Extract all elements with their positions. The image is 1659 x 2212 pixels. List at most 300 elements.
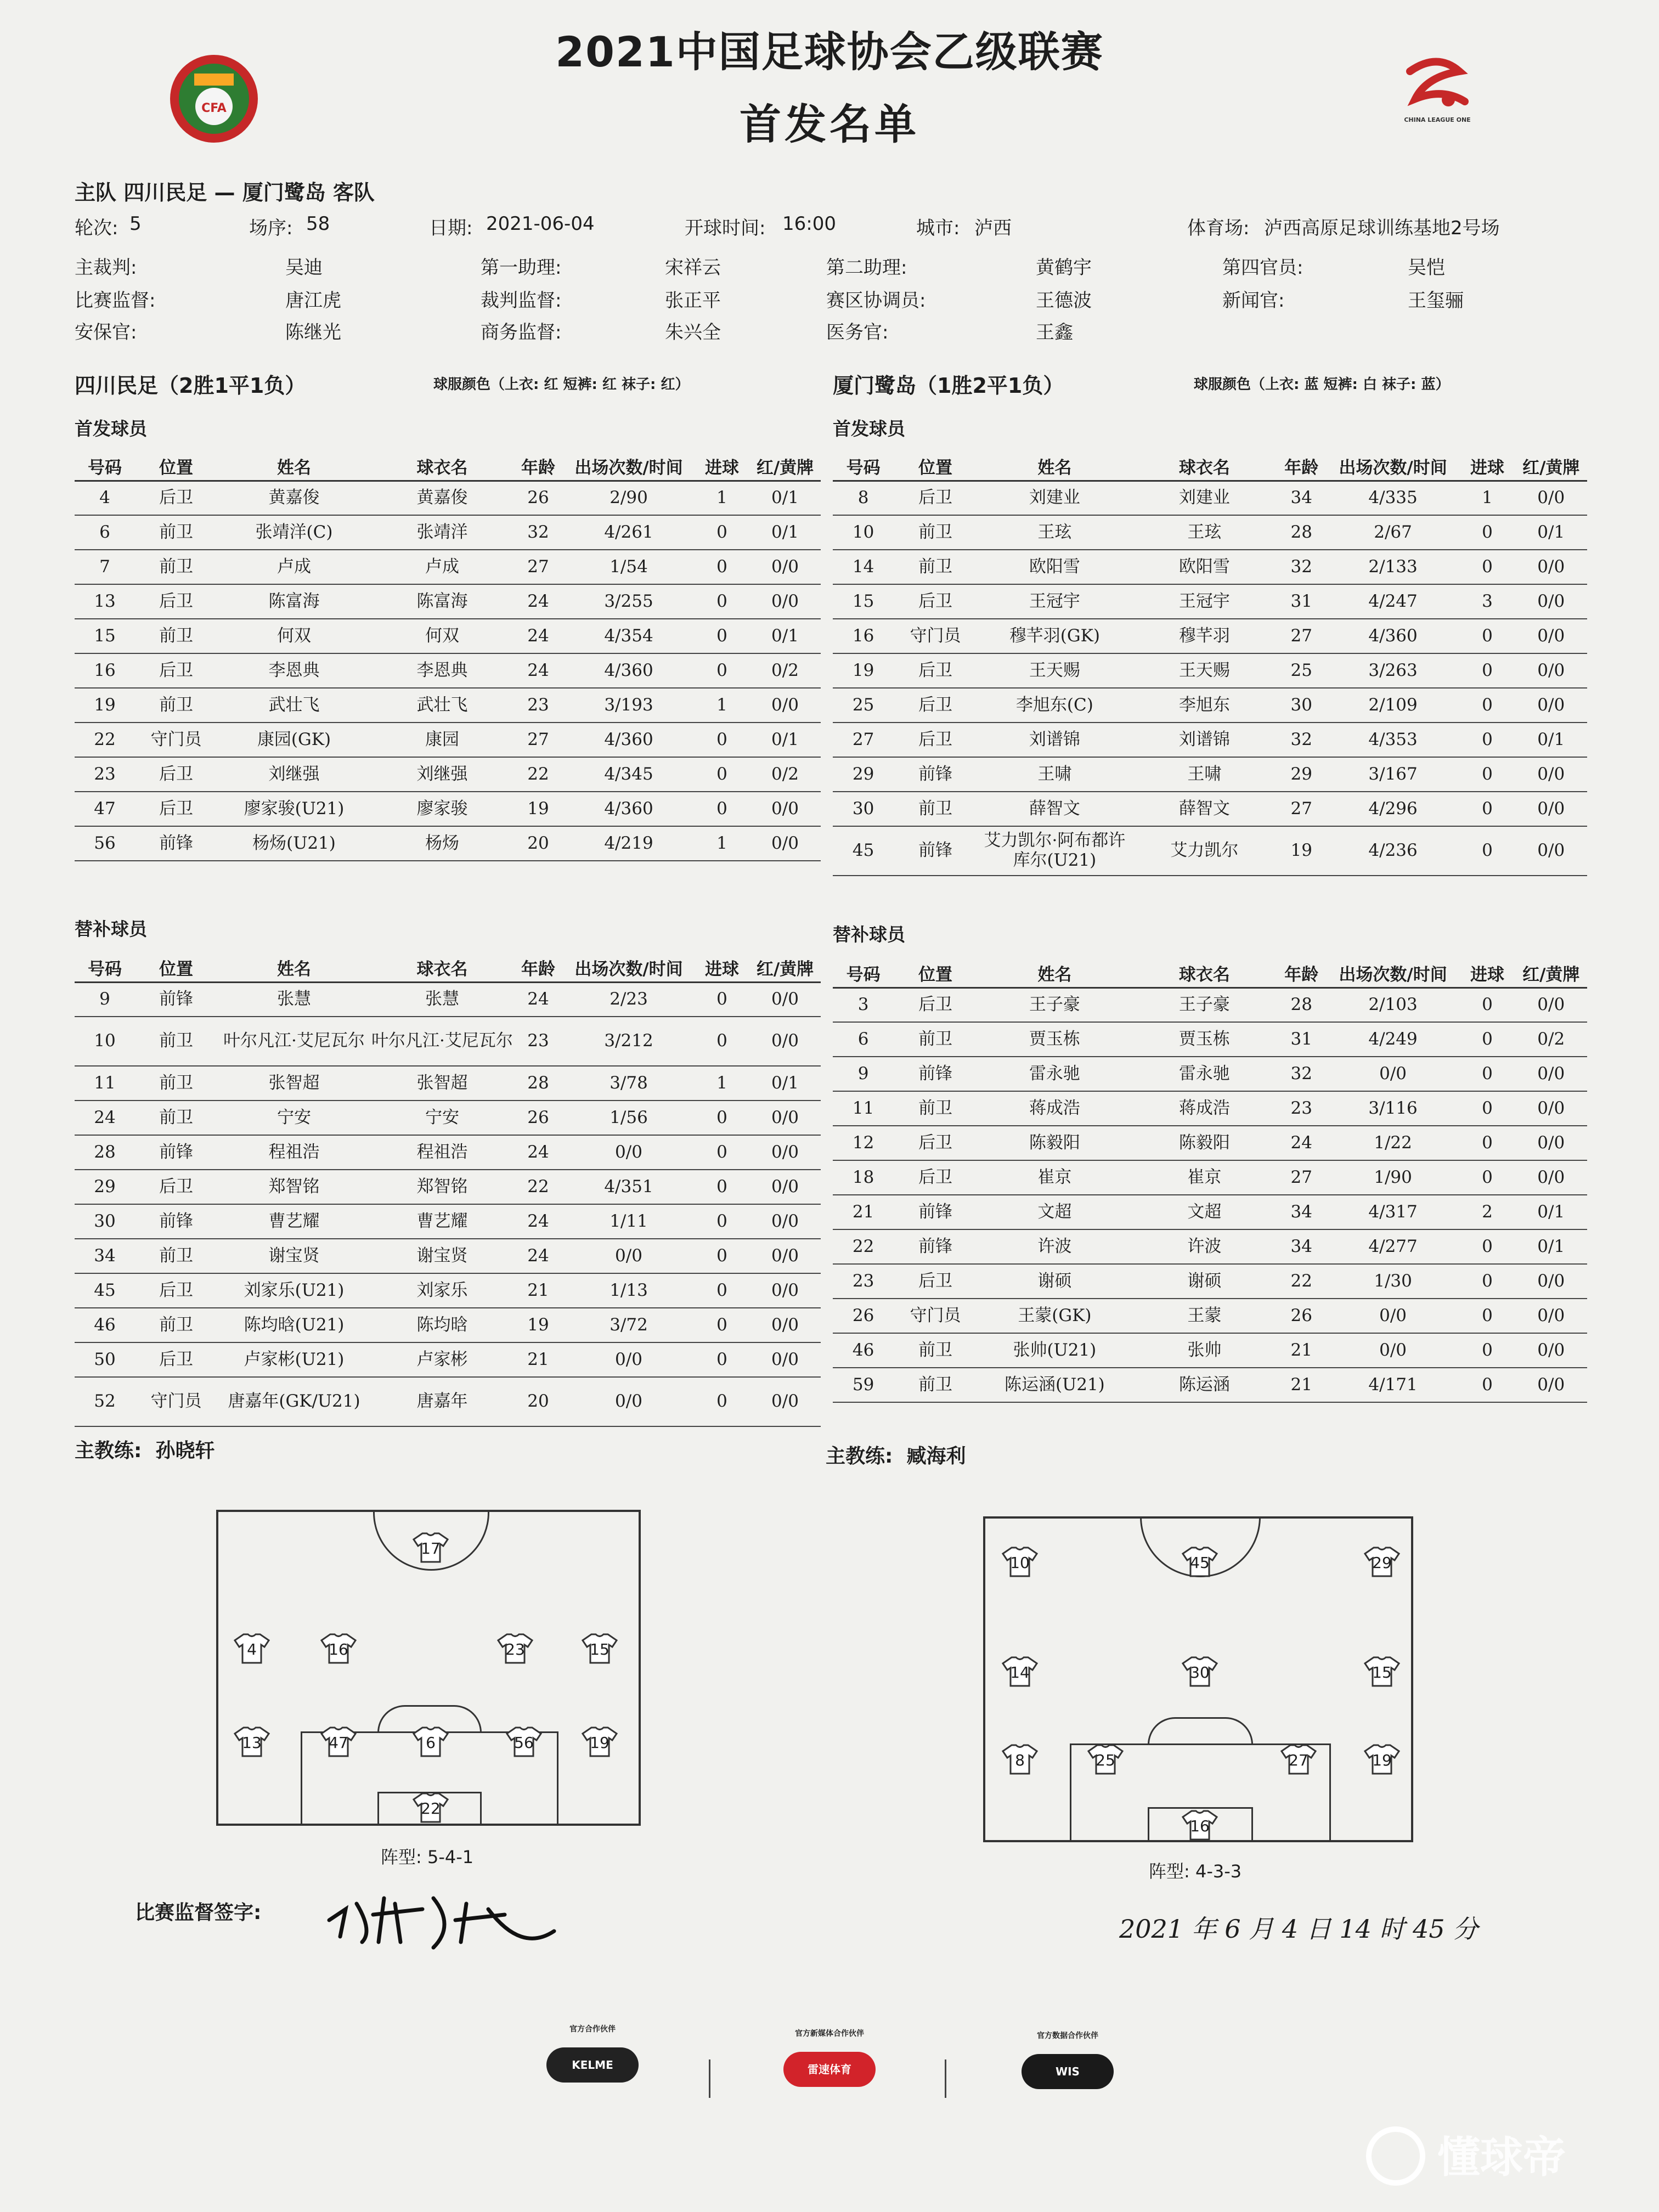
table-row	[75, 619, 821, 653]
round-label: 轮次:	[75, 217, 119, 239]
shirt-number: 6	[426, 1734, 436, 1752]
table-cell: 0/1	[749, 481, 821, 515]
table-cell: 0/1	[749, 723, 821, 757]
table-row	[75, 515, 821, 550]
player-shirt-icon	[1182, 1656, 1218, 1688]
table-cell: 张帅	[1132, 1333, 1277, 1368]
column-header: 出场次数/时间	[1327, 959, 1460, 988]
table-cell: 9	[75, 982, 135, 1017]
table-cell: 3/116	[1327, 1091, 1460, 1126]
table-cell: 1	[695, 1066, 749, 1101]
table-cell: 陈均晗	[371, 1308, 514, 1342]
fourth-label: 第四官员:	[1222, 257, 1304, 279]
table-cell: 前卫	[894, 1333, 977, 1368]
table-cell: 0/0	[563, 1377, 695, 1426]
match-sup-value: 唐江虎	[285, 290, 341, 312]
table-cell: 陈均晗(U21)	[217, 1308, 371, 1342]
table-cell: 0	[1459, 826, 1515, 876]
table-cell: 29	[833, 757, 894, 792]
table-header-row	[75, 452, 821, 481]
away-formation-pitch	[983, 1516, 1413, 1842]
table-cell: 30	[833, 792, 894, 826]
table-cell: 王玹	[977, 515, 1132, 550]
table-row	[75, 1204, 821, 1239]
table-cell: 0/0	[1515, 619, 1588, 653]
table-cell: 后卫	[894, 1264, 977, 1299]
table-row	[833, 1022, 1587, 1057]
table-cell: 4/219	[563, 826, 695, 861]
table-cell: 0/0	[749, 1170, 821, 1204]
player-shirt-icon	[234, 1726, 270, 1758]
table-cell: 0/0	[1327, 1057, 1460, 1091]
table-row	[833, 619, 1587, 653]
table-cell: 0/0	[563, 1135, 695, 1170]
table-cell: 唐嘉年	[371, 1377, 514, 1426]
table-cell: 4/345	[563, 757, 695, 792]
column-header: 球衣名	[371, 452, 514, 481]
table-cell: 李恩典	[217, 653, 371, 688]
shirt-number: 22	[421, 1799, 441, 1818]
info-row-2	[75, 252, 1600, 283]
table-cell: 4/354	[563, 619, 695, 653]
home-starters-table	[75, 452, 821, 861]
table-cell: 雷永驰	[977, 1057, 1132, 1091]
away-starters-label: 首发球员	[833, 418, 905, 439]
table-cell: 前卫	[135, 619, 217, 653]
table-cell: 3/167	[1327, 757, 1460, 792]
table-cell: 0/0	[749, 1239, 821, 1273]
table-cell: 7	[75, 550, 135, 584]
table-cell: 27	[1277, 1160, 1327, 1195]
table-cell: 24	[1277, 1126, 1327, 1160]
table-cell: 谢硕	[1132, 1264, 1277, 1299]
table-cell: 3/212	[563, 1017, 695, 1066]
table-cell: 2	[1459, 1195, 1515, 1229]
table-cell: 20	[514, 826, 563, 861]
player-shirt-icon	[413, 1532, 449, 1564]
column-header: 位置	[894, 452, 977, 481]
table-cell: 8	[833, 481, 894, 515]
table-cell: 0/0	[749, 584, 821, 619]
table-cell: 0/0	[749, 550, 821, 584]
table-cell: 0/0	[749, 826, 821, 861]
table-cell: 0	[695, 982, 749, 1017]
away-subs-table	[833, 959, 1587, 1403]
shirt-number: 17	[421, 1539, 441, 1558]
table-cell: 王子豪	[1132, 988, 1277, 1022]
table-cell: 王蒙	[1132, 1299, 1277, 1333]
table-cell: 21	[833, 1195, 894, 1229]
table-cell: 卢家彬	[371, 1342, 514, 1377]
table-cell: 18	[833, 1160, 894, 1195]
shirt-number: 4	[247, 1640, 257, 1658]
table-cell: 15	[75, 619, 135, 653]
table-cell: 薛智文	[977, 792, 1132, 826]
table-row	[833, 792, 1587, 826]
shirt-number: 29	[1372, 1554, 1392, 1572]
table-cell: 前锋	[135, 982, 217, 1017]
table-cell: 文超	[1132, 1195, 1277, 1229]
table-cell: 0/1	[1515, 515, 1588, 550]
table-cell: 0	[695, 1017, 749, 1066]
table-cell: 叶尔凡江·艾尼瓦尔	[217, 1017, 371, 1066]
sponsor-kelme	[538, 2023, 647, 2083]
table-cell: 0	[1459, 1091, 1515, 1126]
column-header: 红/黄牌	[1515, 452, 1588, 481]
table-cell: 0/1	[749, 1066, 821, 1101]
table-row	[833, 988, 1587, 1022]
table-cell: 13	[75, 584, 135, 619]
table-cell: 郑智铭	[217, 1170, 371, 1204]
column-header: 号码	[833, 452, 894, 481]
table-cell: 前锋	[894, 757, 977, 792]
table-cell: 0	[1459, 619, 1515, 653]
ar1-label: 第一助理:	[481, 257, 562, 279]
column-header: 姓名	[977, 959, 1132, 988]
table-cell: 王玹	[1132, 515, 1277, 550]
table-cell: 2/103	[1327, 988, 1460, 1022]
cfa-logo	[162, 50, 266, 144]
table-cell: 前锋	[894, 1229, 977, 1264]
table-row	[75, 481, 821, 515]
table-cell: 蒋成浩	[1132, 1091, 1277, 1126]
table-cell: 32	[1277, 723, 1327, 757]
table-row	[833, 1057, 1587, 1091]
table-cell: 张智超	[371, 1066, 514, 1101]
table-cell: 0/0	[1515, 1160, 1588, 1195]
table-cell: 1	[695, 481, 749, 515]
table-cell: 李恩典	[371, 653, 514, 688]
table-cell: 宁安	[371, 1101, 514, 1135]
press-label: 新闻官:	[1222, 290, 1285, 312]
table-row	[75, 826, 821, 861]
table-cell: 0/0	[749, 1204, 821, 1239]
sponsor-divider	[709, 2059, 710, 2098]
table-cell: 0/0	[563, 1239, 695, 1273]
commercial-value: 朱兴全	[665, 321, 721, 343]
ar2-label: 第二助理:	[826, 257, 907, 279]
table-cell: 程祖浩	[371, 1135, 514, 1170]
table-row	[75, 550, 821, 584]
table-cell: 0	[695, 723, 749, 757]
player-shirt-icon	[582, 1633, 618, 1664]
table-cell: 16	[833, 619, 894, 653]
table-cell: 王天赐	[1132, 653, 1277, 688]
table-cell: 后卫	[894, 481, 977, 515]
table-cell: 刘建业	[1132, 481, 1277, 515]
home-starters-label: 首发球员	[75, 418, 147, 439]
table-cell: 34	[1277, 481, 1327, 515]
table-cell: 0	[1459, 757, 1515, 792]
table-cell: 薛智文	[1132, 792, 1277, 826]
table-row	[75, 1308, 821, 1342]
column-header: 红/黄牌	[1515, 959, 1588, 988]
table-cell: 谢硕	[977, 1264, 1132, 1299]
sponsor-wis	[1013, 2030, 1122, 2089]
table-cell: 前卫	[894, 1368, 977, 1402]
column-header: 年龄	[1277, 452, 1327, 481]
table-cell: 前锋	[135, 1135, 217, 1170]
table-row	[75, 1342, 821, 1377]
penalty-arc	[1148, 1717, 1253, 1745]
table-cell: 32	[1277, 1057, 1327, 1091]
table-cell: 武壮飞	[217, 688, 371, 723]
column-header: 年龄	[514, 953, 563, 982]
table-cell: 0	[695, 1170, 749, 1204]
kickoff-value: 16:00	[782, 213, 836, 235]
referee-value: 吴迪	[285, 257, 323, 279]
player-shirt-icon	[506, 1726, 542, 1758]
table-cell: 前锋	[894, 1195, 977, 1229]
table-cell: 王子豪	[977, 988, 1132, 1022]
shirt-number: 10	[1010, 1554, 1030, 1572]
table-cell: 0/0	[1515, 1299, 1588, 1333]
table-cell: 3	[1459, 584, 1515, 619]
table-cell: 4/249	[1327, 1022, 1460, 1057]
table-cell: 29	[1277, 757, 1327, 792]
table-cell: 后卫	[135, 1273, 217, 1308]
table-cell: 0	[695, 1308, 749, 1342]
referee-label: 主裁判:	[75, 257, 137, 279]
table-row	[833, 1229, 1587, 1264]
home-coach-label: 主教练:	[75, 1440, 142, 1462]
table-row	[833, 584, 1587, 619]
table-cell: 30	[1277, 688, 1327, 723]
table-cell: 唐嘉年(GK/U21)	[217, 1377, 371, 1426]
table-cell: 后卫	[894, 723, 977, 757]
table-cell: 王啸	[977, 757, 1132, 792]
table-cell: 4/353	[1327, 723, 1460, 757]
table-cell: 刘继强	[371, 757, 514, 792]
table-cell: 黄嘉俊	[371, 481, 514, 515]
table-cell: 黄嘉俊	[217, 481, 371, 515]
table-cell: 前锋	[135, 1204, 217, 1239]
table-row	[833, 1299, 1587, 1333]
table-cell: 10	[75, 1017, 135, 1066]
column-header: 球衣名	[371, 953, 514, 982]
table-cell: 23	[514, 688, 563, 723]
table-cell: 前卫	[894, 515, 977, 550]
table-cell: 4/247	[1327, 584, 1460, 619]
table-cell: 1/11	[563, 1204, 695, 1239]
date-value: 2021-06-04	[486, 213, 595, 235]
table-cell: 0/0	[1515, 792, 1588, 826]
table-cell: 24	[514, 1135, 563, 1170]
table-cell: 4/236	[1327, 826, 1460, 876]
table-cell: 0	[695, 1101, 749, 1135]
table-cell: 45	[75, 1273, 135, 1308]
table-row	[75, 1017, 821, 1066]
dongqiudi-logo-icon	[1366, 2126, 1425, 2186]
table-cell: 4/360	[1327, 619, 1460, 653]
home-formation-pitch	[216, 1510, 641, 1826]
table-cell: 52	[75, 1377, 135, 1426]
date-label: 日期:	[429, 217, 473, 239]
table-cell: 19	[75, 688, 135, 723]
league-logo-text: CHINA LEAGUE ONE	[1404, 116, 1471, 123]
table-cell: 0/2	[1515, 1022, 1588, 1057]
table-cell: 前卫	[135, 515, 217, 550]
table-cell: 46	[833, 1333, 894, 1368]
player-shirt-icon	[234, 1633, 270, 1664]
table-cell: 前锋	[894, 826, 977, 876]
table-cell: 0/0	[749, 1017, 821, 1066]
player-shirt-icon	[1002, 1546, 1038, 1578]
table-cell: 崔京	[1132, 1160, 1277, 1195]
table-cell: 贾玉栋	[1132, 1022, 1277, 1057]
table-cell: 46	[75, 1308, 135, 1342]
table-cell: 廖家骏(U21)	[217, 792, 371, 826]
table-cell: 26	[514, 1101, 563, 1135]
table-cell: 34	[75, 1239, 135, 1273]
table-cell: 后卫	[135, 792, 217, 826]
table-cell: 6	[833, 1022, 894, 1057]
table-row	[833, 1333, 1587, 1368]
table-cell: 0/0	[1515, 584, 1588, 619]
table-cell: 宁安	[217, 1101, 371, 1135]
table-cell: 卢成	[371, 550, 514, 584]
table-cell: 11	[833, 1091, 894, 1126]
table-cell: 4/360	[563, 792, 695, 826]
table-cell: 张慧	[371, 982, 514, 1017]
table-cell: 后卫	[894, 988, 977, 1022]
table-cell: 0/0	[749, 1342, 821, 1377]
table-cell: 穆芊羽(GK)	[977, 619, 1132, 653]
info-row-3	[75, 285, 1600, 316]
table-cell: 前锋	[894, 1057, 977, 1091]
table-cell: 0/0	[1515, 688, 1588, 723]
player-shirt-icon	[1364, 1743, 1400, 1775]
table-cell: 3/78	[563, 1066, 695, 1101]
table-row	[833, 723, 1587, 757]
venue-label: 体育场:	[1187, 217, 1250, 239]
table-cell: 21	[514, 1342, 563, 1377]
table-cell: 1/90	[1327, 1160, 1460, 1195]
table-cell: 刘家乐(U21)	[217, 1273, 371, 1308]
table-cell: 27	[1277, 619, 1327, 653]
table-cell: 23	[75, 757, 135, 792]
table-cell: 1	[695, 688, 749, 723]
table-cell: 4/335	[1327, 481, 1460, 515]
table-cell: 0/0	[749, 1377, 821, 1426]
table-cell: 1/54	[563, 550, 695, 584]
table-cell: 24	[514, 1204, 563, 1239]
sponsor-caption: 官方合作伙伴	[569, 2025, 616, 2034]
table-cell: 康园	[371, 723, 514, 757]
table-row	[75, 1273, 821, 1308]
table-row	[833, 826, 1587, 876]
table-row	[75, 688, 821, 723]
sponsor-caption: 官方数据合作伙伴	[1037, 2032, 1098, 2040]
table-row	[75, 723, 821, 757]
doc-title: 2021中国足球协会乙级联赛	[555, 27, 1104, 76]
table-cell: 谢宝贤	[217, 1239, 371, 1273]
table-cell: 2/23	[563, 982, 695, 1017]
table-row	[833, 481, 1587, 515]
table-cell: 0	[1459, 1333, 1515, 1368]
table-cell: 24	[75, 1101, 135, 1135]
table-cell: 19	[514, 1308, 563, 1342]
table-cell: 后卫	[894, 688, 977, 723]
sponsor-caption: 官方新媒体合作伙伴	[795, 2029, 864, 2038]
player-shirt-icon	[1087, 1743, 1124, 1775]
security-label: 安保官:	[75, 321, 137, 343]
table-cell: 贾玉栋	[977, 1022, 1132, 1057]
table-cell: 王蒙(GK)	[977, 1299, 1132, 1333]
table-cell: 后卫	[894, 584, 977, 619]
doc-subtitle: 首发名单	[740, 100, 919, 149]
table-cell: 21	[1277, 1333, 1327, 1368]
table-cell: 前锋	[135, 826, 217, 861]
table-cell: 23	[833, 1264, 894, 1299]
table-row	[75, 653, 821, 688]
home-subs-label: 替补球员	[75, 918, 147, 940]
table-cell: 王啸	[1132, 757, 1277, 792]
ar2-value: 黄鹤宇	[1036, 257, 1092, 279]
table-cell: 0	[1459, 1229, 1515, 1264]
table-cell: 0	[695, 1135, 749, 1170]
shirt-number: 30	[1190, 1663, 1210, 1681]
column-header: 年龄	[1277, 959, 1327, 988]
ref-sup-label: 裁判监督:	[481, 290, 562, 312]
table-cell: 刘谱锦	[977, 723, 1132, 757]
table-cell: 0/0	[1515, 1333, 1588, 1368]
table-cell: 29	[75, 1170, 135, 1204]
table-cell: 4/296	[1327, 792, 1460, 826]
coord-value: 王德波	[1036, 290, 1092, 312]
table-cell: 前卫	[894, 1091, 977, 1126]
table-row	[833, 1195, 1587, 1229]
table-cell: 陈毅阳	[977, 1126, 1132, 1160]
table-cell: 0/1	[1515, 723, 1588, 757]
table-cell: 0/0	[1515, 1126, 1588, 1160]
table-cell: 0	[1459, 988, 1515, 1022]
seq-label: 场序:	[249, 217, 293, 239]
table-cell: 陈运涵	[1132, 1368, 1277, 1402]
table-cell: 欧阳雪	[1132, 550, 1277, 584]
table-cell: 守门员	[894, 619, 977, 653]
table-cell: 前卫	[135, 1308, 217, 1342]
table-cell: 22	[1277, 1264, 1327, 1299]
table-cell: 陈运涵(U21)	[977, 1368, 1132, 1402]
column-header: 姓名	[977, 452, 1132, 481]
table-cell: 56	[75, 826, 135, 861]
wis-logo: WIS	[1022, 2054, 1114, 2089]
table-cell: 28	[1277, 988, 1327, 1022]
table-row	[833, 1160, 1587, 1195]
table-cell: 20	[514, 1377, 563, 1426]
table-row	[75, 1135, 821, 1170]
table-cell: 0	[1459, 688, 1515, 723]
shirt-number: 27	[1289, 1751, 1308, 1769]
table-cell: 文超	[977, 1195, 1132, 1229]
table-cell: 前卫	[135, 1101, 217, 1135]
table-cell: 3/263	[1327, 653, 1460, 688]
table-cell: 4/261	[563, 515, 695, 550]
table-cell: 6	[75, 515, 135, 550]
table-cell: 14	[833, 550, 894, 584]
shirt-number: 45	[1190, 1554, 1210, 1572]
column-header: 出场次数/时间	[1327, 452, 1460, 481]
signature-scribble	[324, 1887, 565, 1955]
table-cell: 后卫	[135, 653, 217, 688]
table-cell: 4/277	[1327, 1229, 1460, 1264]
table-cell: 4/171	[1327, 1368, 1460, 1402]
table-cell: 0	[695, 792, 749, 826]
shirt-number: 25	[1096, 1751, 1115, 1769]
table-cell: 0/0	[1327, 1299, 1460, 1333]
table-header-row	[833, 452, 1587, 481]
